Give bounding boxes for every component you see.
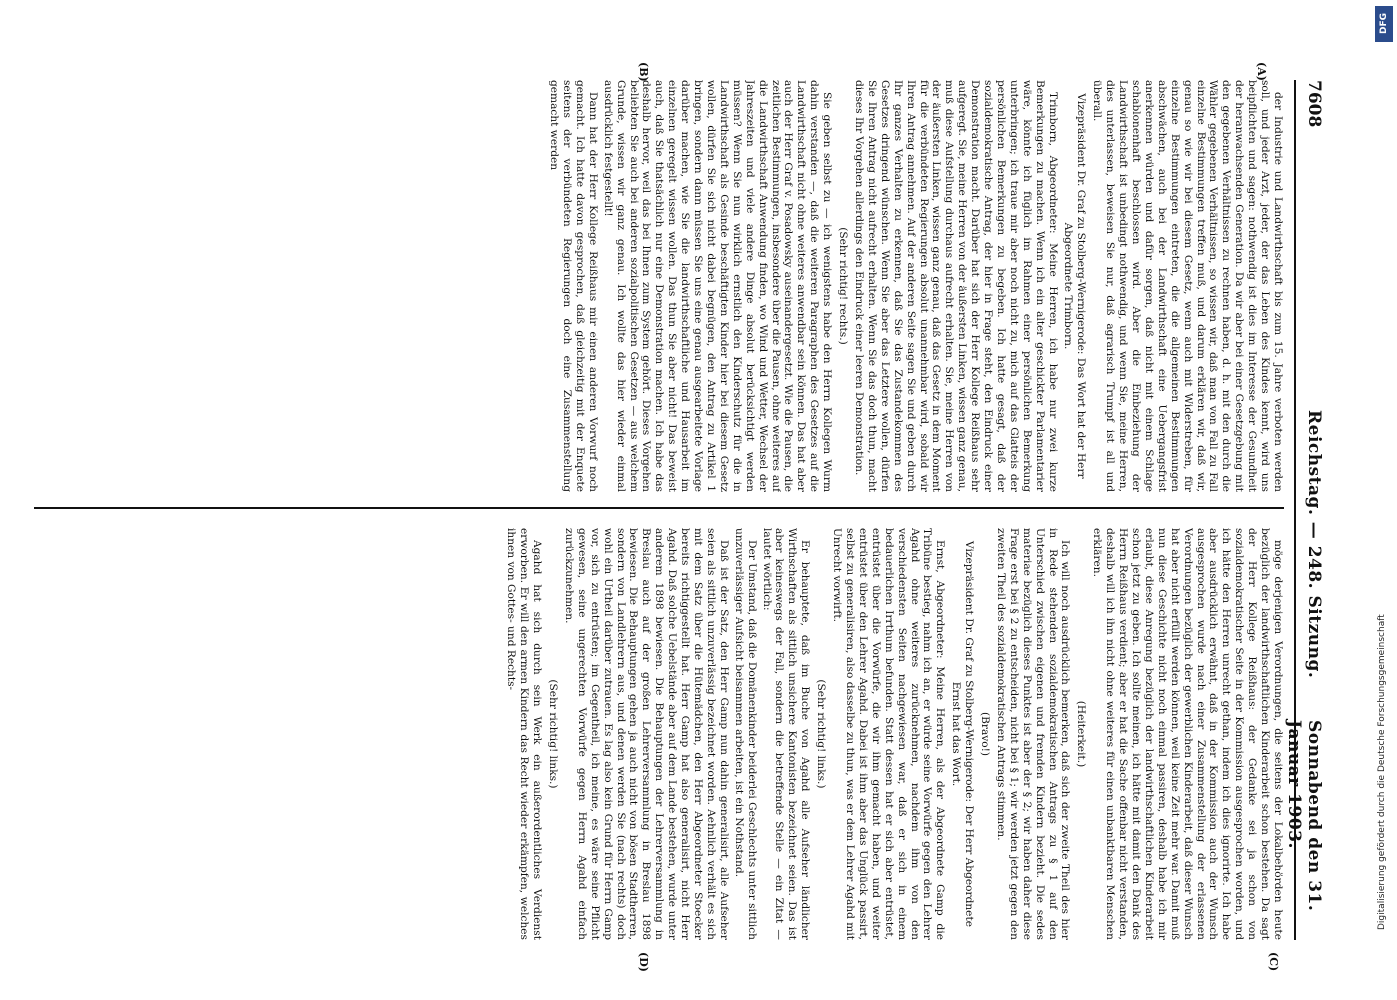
paragraph: Trimborn, Abgeordneter: Meine Herren, ich habe nur zwei kurze Bemerkungen zu machen. Wenn ich ein alter geschickter Parlamentarier wäre, könnte ich füglich im Rahmen einer persönlichen Bemerkung unterbringen; ich traue mir aber noch nicht zu, mich auf das Glatteis der persönlichen Bemerkungen zu begeben. Ich hatte gesagt, daß der sozialdemokratische Antrag, der hier in Frage steht, den Eindruck einer Demonstration macht. Darüber hat sich der Herr Kollege Reißhaus sehr aufgeregt. Sie, meine Herren von der äußersten Linken, wissen ganz genau, muß diese Aufstellung durchaus aufrecht erhalten. Sie, meine Herren von der äußersten Linken, wissen ganz genau, daß das Gesetz in dem Moment für die verbündeten Regierungen absolut unannehmbar wird, sobald wir Ihren Antrag annehmen. Auf der anderen Seite sagen Sie und geben durch Ihr ganzes Verhalten zu erkennen, daß Sie das Zustandekommen des Gesetzes dringend wünschen. Wenn Sie aber das Letztere wollen, dürfen Sie Ihren Antrag nicht aufrecht erhalten. Wenn Sie das doch thun, macht dieses Ihr Vorgehen allerdings den Eindruck einer leeren Demonstration. [853, 80, 1059, 492]
dfg-logo: DFG [1375, 6, 1393, 42]
paragraph: Dann hat der Herr Kollege Reißhaus mir einen anderen Vorwurf noch gemacht. Ich hatte davon gesprochen, daß gleichzeitig mit der Enquete seitens der verbündeten Regierungen doch eine Zusammenstellung gemacht werden [548, 80, 599, 492]
speaker-line: Vizepräsident Dr. Graf zu Stolberg-Wernigerode: Der Herr Abgeordnete Ernst hat das Wort. [950, 541, 976, 927]
paragraph: Sie geben selbst zu — ich wenigstens habe den Herrn Kollegen Wurm dahin verstanden —, daß die weiteren Paragraphen des Gesetzes auf die Landwirthschaft nicht ohne weiteres anwendbar sein können. Das hat aber auch der Herr Graf v. Posadowsky auseinandergesetzt. Wie die Pausen, die zeitlichen Bestimmungen, insbesondere über die Pausen, ohne weiteres auf die Landwirthschaft Anwendung finden, wo Wind und Wetter, Wechsel der Jahreszeiten und viele andere Dinge absolut berücksichtigt werden müssen? Wenn Sie nun wirklich ernstlich den Kinderschutz für die in Landwirthschaft als Gesinde beschäftigten Kinder hier bei diesem Gesetz wollen, dürfen Sie sich nicht dabei begnügen, den Antrag zu Artikel 1 bringen, sondern dann müssen Sie uns eine genau ausgearbeitete Vorlage darüber machen, wie Sie die landwirthschaftliche und Hausarbeit im einzelnen geregelt wissen wollen. Das thun Sie aber nicht! Das beweist auch, daß Sie thatsächlich nur eine Demonstration machen. Ich habe das deshalb hervor, weil das bei Ihnen zum System gehört. Dieses Vorgehen beliebten Sie auch bei anderen sozialpolitischen Gesetzen — aus welchem Grunde, wissen wir ganz genau. Ich wollte das hier wieder einmal ausdrücklich festgestellt! [601, 80, 834, 492]
paragraph: der Industrie und Landwirthschaft bis zum 15. Jahre verboten werden soll, und jeder Arzt, jeder, der das Leben des Kindes kennt, wird uns beipflichten und sagen: nothwendig ist dies im Interesse der Gesundheit der heranwachsenden Generation. Da wir aber bei einer Gesetzgebung mit den gegebenen Verhältnissen zu rechnen haben, d. h. mit den durch die Wähler gegebenen Verhältnissen, so wissen wir, daß man von Fall zu Fall einzelne Bestimmungen treffen muß, und darum erklären wir, daß wir, genau so wie wir bei diesem Gesetz, wenn auch mit Widerstreben, für einzelne Bestimmungen eintreten, die die allgemeinen Bestimmungen abschwächen, auch bei der Landwirthschaft eine Uebergangsfrist anerkennen würden und dafür sorgen, daß nicht mit einem Schlage schablonenhaft beschlossen wird. Aber die Einbeziehung der Landwirthschaft ist unbedingt nothwendig, und wenn Sie, meine Herren, dies unterlassen, beweisen Sie nur, daß agrarisch Trumpf ist all und überall. [1091, 80, 1284, 492]
paragraph: Ernst, Abgeordneter: Meine Herren, als der Abgeordnete Gamp die Tribüne bestieg, nahm ich an, er würde seine Vorwürfe gegen den Lehrer Agahd ohne weiteres zurücknehmen, nachdem ihm von den verschiedensten Seiten nachgewiesen war, daß er sich in einem bedauerlichen Irrthum befunden. Statt dessen hat er sich aber entrüstet, entrüstet über die Vorwürfe, die wir ihm gemacht haben, und weiter entrüstet über den Lehrer Agahd. Dabei ist ihm aber das Unglück passirt, selbst zu generalisiren, also dasselbe zu thun, was er dem Lehrer Agahd mit Unrecht vorwirft. [831, 528, 947, 940]
page-header [1284, 80, 1328, 940]
paragraph: möge derjenigen Verordnungen, die seitens der Lokalbehörden heute bezüglich der landwirthschaftlichen Kinderarbeit schon bestehen. Da sagt der Herr Kollege Reißhaus: der Gedanke sei ja schon von sozialdemokratischer Seite in der Kommission ausgesprochen worden, und ich hätte den Herren unrecht gethan, indem ich dies ignorirte. Ich habe aber ausdrücklich erwähnt, daß in der Kommission auch der Wunsch ausgesprochen wurde nach einer Zusammenstellung der erlassenen Verordnungen bezüglich der gewerblichen Kinderarbeit, daß dieser Wunsch hat aber nicht erfüllt werden können, weil keine Zeit mehr war. Damit muß nun diese Geschichte nicht noch einmal passiren, deshalb habe ich mir erlaubt, diese Anregung bezüglich der landwirthschaftlichen Kinderarbeit schon jetzt zu geben. Ich sollte meinen, ich hätte mit damit den Dank des Herrn Reißhaus verdient; aber er hat die Sache offenbar nicht verstanden, deshalb will ich ihn nicht ohne weiteres für einen unbanktbaren Menschen erklären. [1091, 528, 1284, 940]
page-number: 7608 [1304, 80, 1324, 128]
interjection: (Sehr richtig! links.) [547, 679, 560, 789]
margin-marker-c: (C) [1267, 952, 1280, 972]
margin-marker-a: (A) [1255, 62, 1268, 81]
interjection: (Heiterkeit.) [1075, 700, 1088, 768]
margin-marker-b: (B) [637, 62, 650, 82]
session-title: Reichstag. — 248. Sitzung. [1304, 410, 1324, 679]
digitization-sidebar [1371, 0, 1397, 1000]
margin-marker-d: (D) [637, 952, 650, 972]
digitization-credit: Digitalisierung gefördert durch die Deutsche Forschungsgemeinschaft [1377, 614, 1387, 930]
paragraph: Er behauptete, daß im Buche von Agahd alle Aufseher ländlicher Wirthschaften als sittlich unsichere Kantonisten bezeichnet seien. Das ist aber keineswegs der Fall, sondern die betreffende Stelle — ein Zitat — lautet wörtlich: [760, 528, 812, 940]
interjection: (Bravo!) [979, 711, 992, 757]
left-column [34, 80, 1284, 492]
column-divider [34, 507, 1284, 509]
speaker-line: Vizepräsident Dr. Graf zu Stolberg-Wernigerode: Das Wort hat der Herr Abgeordnete Trimborn. [1062, 93, 1088, 479]
paragraph: Agahd hat sich durch sein Werk ein außerordentliches Verdienst erworben. Er will den armen Kindern das Recht wieder erkämpfen, welches ihnen von Gottes- und Rechts- [505, 528, 544, 940]
session-date: Sonnabend den 31. Januar 1903. [1284, 720, 1324, 912]
paragraph: Daß ist der Satz, den Herr Gamp nun dahin generalisirt, alle Aufseher seien als sittlich unzuverlässig bezeichnet worden. Aehnlich verhält es sich mit dem Satz über die Hütemädchen, den Herr Abgeordneter Stoecker bereits richtiggestellt hat. Herr Gamp hat also generalisirt, nicht Herr Agahd. Daß solche Uebelstände aber auf dem Lande bestehen, wurde unter anderem 1898 bewiesen. Die Behauptungen der Lehrerversammlung in Breslau auch auf der großen Lehrerversammlung in Breslau 1898 bewiesen. Die Behauptungen gehen ja auch nicht von bösen Stadtherren, sondern von Landlehrern aus, und denen werden Sie (nach rechts) doch wohl ein Urtheil darüber zutrauen. Es lag also kein Grund für Herrn Gamp vor, sich zu entrüsten; im Gegentheil, ich meine, es wäre seine Pflicht gewesen, seine ungerechten Vorwürfe gegen Herrn Agahd einfach zurückzunehmen. [562, 528, 730, 940]
quotation: Der Umstand, daß die Domänenkinder beiderlei Geschlechts unter sittlich unzuverlässiger Aufsicht beisammen arbeiten, ist ein Nothstand. [732, 528, 758, 940]
interjection: (Sehr richtig! links.) [815, 679, 828, 789]
paragraph: Ich will noch ausdrücklich bemerken, daß sich der zweite Theil des hier in Rede stehenden sozialdemokratischen Antrags zu § 1 auf den Unterschied zwischen eigenen und fremden Kindern bezieht. Die sedes materiae bezüglich dieses Punktes ist aber der § 2; wir haben daher diese Frage erst bei § 2 zu entscheiden, nicht bei § 1; wir werden jetzt gegen den zweiten Theil des sozialdemokratischen Antrags stimmen. [994, 528, 1072, 940]
right-column [34, 528, 1284, 940]
header-rule [1294, 80, 1296, 940]
interjection: (Sehr richtig! rechts.) [837, 227, 850, 345]
